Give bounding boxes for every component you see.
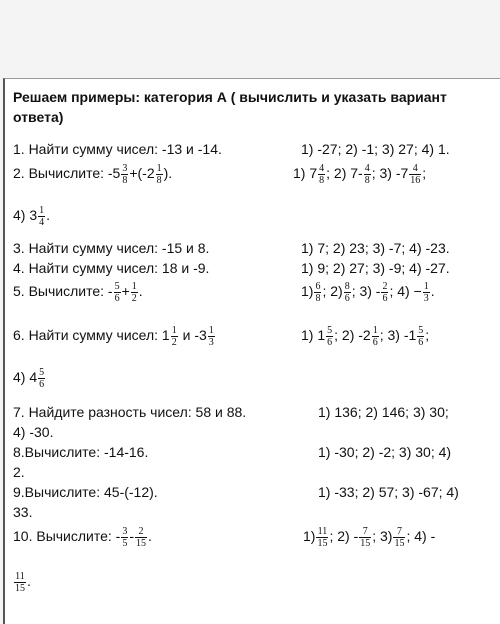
q2-answer-4: 4) 3	[13, 207, 38, 224]
q6-answer-2: ; 2) -2	[334, 327, 371, 344]
question-8-answers-cont: 2.	[13, 464, 25, 480]
q2-answer-1-fraction	[318, 163, 325, 186]
q6-fraction-2	[208, 325, 215, 348]
den: 3	[423, 293, 429, 304]
q10-answer-2-fraction	[359, 526, 371, 549]
question-6-answer-4	[13, 367, 46, 390]
num: 1	[131, 281, 137, 292]
num: 7	[396, 526, 402, 537]
den: 15	[15, 583, 25, 594]
worksheet	[3, 78, 500, 624]
worksheet-title-line1: Решаем примеры: категория А ( вычислить и указать вариант	[13, 89, 447, 105]
question-6	[13, 325, 216, 348]
den: 16	[410, 175, 421, 186]
q10-answer-4: ; 4) -	[406, 528, 436, 545]
question-4: 4. Найти сумму чисел: 18 и -9.	[13, 260, 210, 276]
q10-fraction-1	[121, 526, 128, 549]
q5-answer-1-fraction	[314, 281, 321, 304]
q2-answer-4-end: .	[46, 207, 51, 224]
q2-fraction-1	[121, 163, 128, 186]
question-10	[13, 526, 152, 549]
question-1: 1. Найти сумму чисел: -13 и -14.	[13, 141, 222, 157]
den: 6	[327, 337, 333, 348]
num: 11	[15, 571, 25, 582]
den: 15	[360, 538, 371, 549]
q10-answer-3-fraction	[393, 526, 405, 549]
num: 2	[382, 281, 388, 292]
q6-answer-1-fraction	[326, 325, 333, 348]
num: 3	[122, 163, 128, 174]
num: 11	[317, 526, 328, 537]
q10-answer-1: 1)	[303, 528, 316, 545]
num: 1	[423, 281, 429, 292]
q6-answer-4: 4) 4	[13, 369, 38, 386]
den: 6	[39, 379, 45, 390]
num: 1	[372, 325, 378, 336]
num: 5	[114, 281, 120, 292]
num: 5	[327, 325, 333, 336]
q10-answer-4-end: .	[27, 573, 31, 590]
den: 5	[122, 538, 128, 549]
den: 15	[136, 538, 147, 549]
num: 5	[39, 367, 45, 378]
q2-prefix: 2. Вычислите: -5	[13, 165, 121, 182]
den: 8	[364, 175, 370, 186]
num: 6	[315, 281, 321, 292]
question-9-answers-cont: 33.	[13, 504, 33, 520]
den: 6	[114, 293, 120, 304]
q5-answer-4-end: .	[430, 283, 435, 300]
q5-mid: +	[121, 283, 130, 300]
num: 7	[362, 526, 368, 537]
q10-answer-2: ; 2) -	[329, 528, 359, 545]
q2-answer-1: 1) 7	[293, 165, 318, 182]
den: 3	[208, 337, 214, 348]
den: 6	[418, 337, 424, 348]
question-7: 7. Найдите разность чисел: 58 и 88.	[13, 404, 247, 420]
question-9: 9.Вычислите: 45-(-12).	[13, 484, 158, 500]
question-8-answers: 1) -30; 2) -2; 3) 30; 4)	[318, 444, 452, 460]
q5-answer-1: 1)	[301, 283, 314, 300]
q10-end: .	[148, 528, 152, 545]
den: 8	[122, 175, 128, 186]
question-3: 3. Найти сумму чисел: -15 и 8.	[13, 240, 210, 256]
num: 1	[39, 205, 45, 216]
q10-fraction-2	[135, 526, 147, 549]
q5-answer-4-fraction	[423, 281, 430, 304]
q5-answer-2-fraction	[344, 281, 351, 304]
question-10-answer-4-cont	[13, 571, 31, 594]
q6-mid: и -3	[178, 327, 207, 344]
q5-prefix: 5. Вычислите: -	[13, 283, 113, 300]
den: 2	[131, 293, 137, 304]
q2-answer-2-fraction	[364, 163, 371, 186]
num: 4	[412, 163, 418, 174]
q6-answer-2-fraction	[372, 325, 379, 348]
q6-answer-4-fraction	[38, 367, 45, 390]
q10-answer-4-fraction	[14, 571, 26, 594]
q2-fraction-2	[156, 163, 163, 186]
num: 1	[208, 325, 214, 336]
q5-fraction-1	[114, 281, 121, 304]
question-2	[13, 163, 172, 186]
q10-prefix: 10. Вычислите: -	[13, 528, 121, 545]
den: 8	[315, 293, 321, 304]
q5-answer-3-fraction	[381, 281, 388, 304]
q6-answer-3-end: ;	[425, 327, 430, 344]
den: 4	[39, 217, 45, 228]
num: 1	[156, 163, 162, 174]
num: 4	[319, 163, 325, 174]
den: 6	[382, 293, 388, 304]
den: 6	[344, 293, 350, 304]
question-5	[13, 281, 143, 304]
q6-prefix: 6. Найти сумму чисел: 1	[13, 327, 170, 344]
num: 5	[418, 325, 424, 336]
question-8: 8.Вычислите: -14-16.	[13, 444, 149, 460]
num: 1	[171, 325, 177, 336]
question-1-answers: 1) -27; 2) -1; 3) 27; 4) 1.	[301, 141, 450, 157]
den: 2	[171, 337, 177, 348]
question-4-answers: 1) 9; 2) 27; 3) -9; 4) -27.	[301, 260, 450, 276]
q2-answer-3: ; 3) -7	[371, 165, 409, 182]
question-3-answers: 1) 7; 2) 23; 3) -7; 4) -23.	[301, 240, 450, 256]
q10-mid: -	[129, 528, 135, 545]
q5-answer-3: ; 3) -	[351, 283, 381, 300]
question-9-answers: 1) -33; 2) 57; 3) -67; 4)	[318, 484, 459, 500]
question-10-answers	[303, 526, 435, 549]
num: 3	[122, 526, 128, 537]
q2-answer-3-fraction	[409, 163, 421, 186]
q6-answer-1: 1) 1	[301, 327, 326, 344]
question-5-answers	[301, 281, 435, 304]
den: 6	[372, 337, 378, 348]
question-2-answer-4	[13, 205, 50, 228]
q6-fraction-1	[171, 325, 178, 348]
num: 2	[138, 526, 144, 537]
q5-end: .	[138, 283, 143, 300]
q2-answer-2: ; 2) 7-	[326, 165, 363, 182]
q2-answer-3-end: ;	[422, 165, 427, 182]
num: 8	[344, 281, 350, 292]
num: 4	[364, 163, 370, 174]
question-7-answers-cont: 4) -30.	[13, 424, 54, 440]
den: 8	[319, 175, 325, 186]
den: 8	[156, 175, 162, 186]
q5-answer-4: ; 4) −	[389, 283, 422, 300]
den: 15	[394, 538, 405, 549]
question-7-answers: 1) 136; 2) 146; 3) 30;	[318, 404, 449, 420]
question-2-answers	[293, 163, 426, 186]
q2-end: ).	[163, 165, 173, 182]
q10-answer-3: ; 3)	[372, 528, 393, 545]
worksheet-title-line2: ответа)	[13, 109, 64, 125]
q10-answer-1-fraction	[316, 526, 328, 549]
question-6-answers	[301, 325, 429, 348]
q5-answer-2: ; 2)	[322, 283, 343, 300]
q6-answer-3-fraction	[417, 325, 424, 348]
q2-answer-4-fraction	[38, 205, 45, 228]
q5-fraction-2	[131, 281, 138, 304]
den: 15	[317, 538, 328, 549]
q2-mid: +(-2	[129, 165, 155, 182]
q6-answer-3: ; 3) -1	[379, 327, 417, 344]
